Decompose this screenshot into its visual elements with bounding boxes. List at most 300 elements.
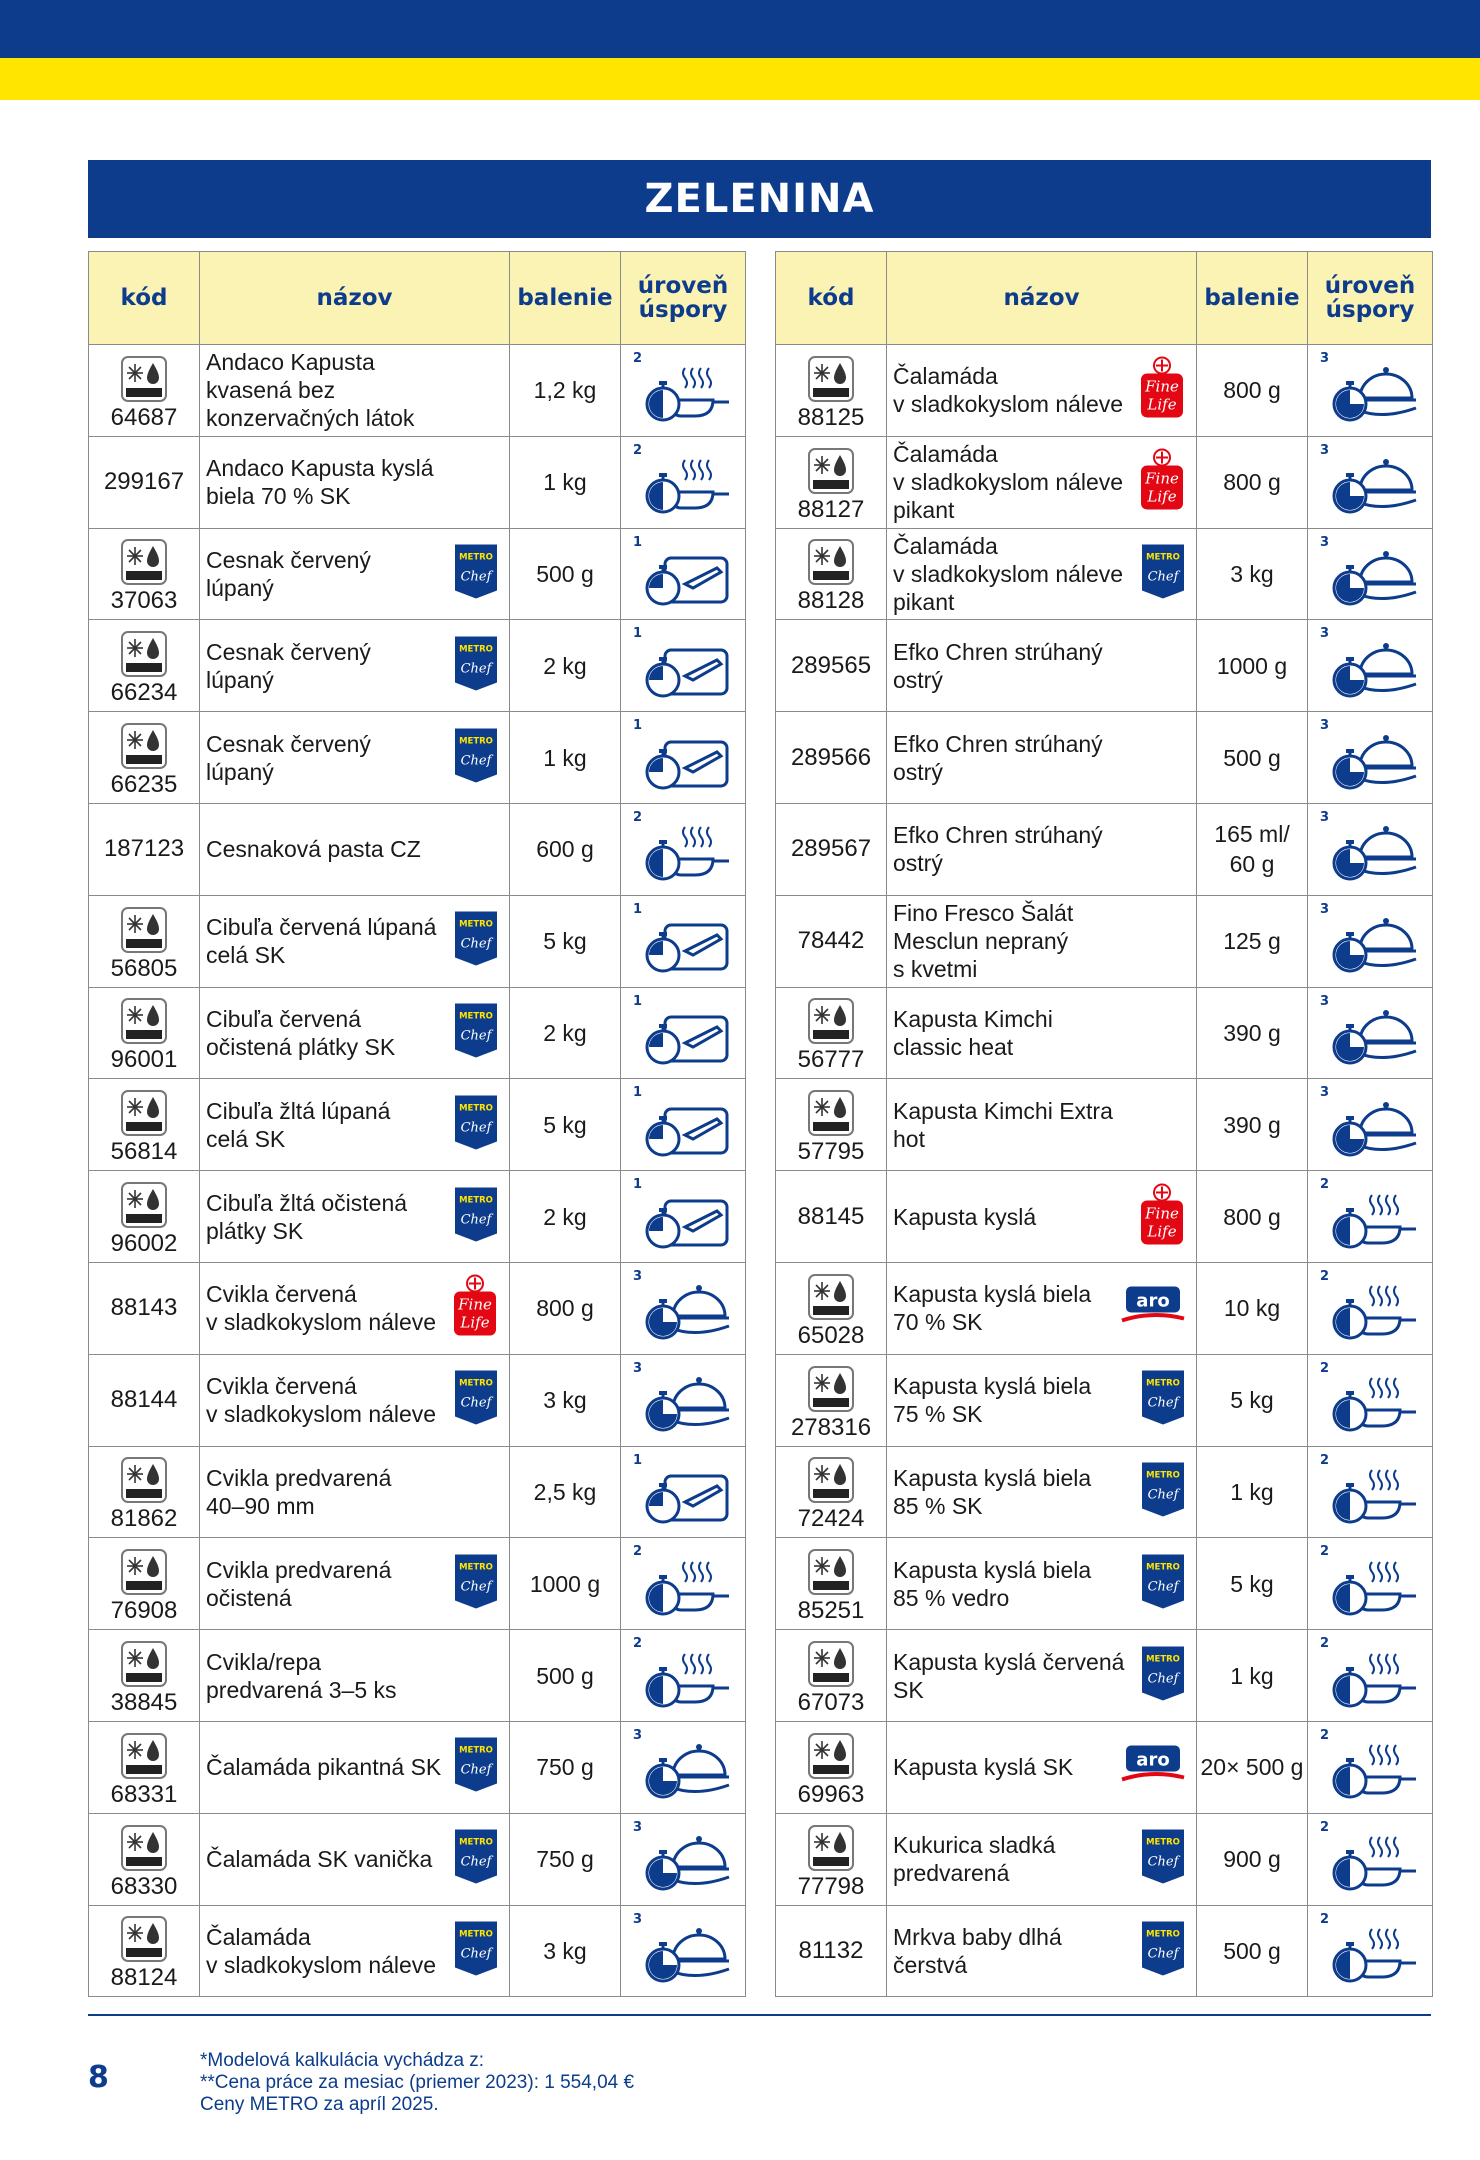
code-cell bbox=[89, 1813, 200, 1905]
name-cell bbox=[887, 1079, 1197, 1171]
metro-chef-logo bbox=[1140, 1369, 1186, 1432]
product-name: Čalamáda v sladkokyslom náleve bbox=[893, 363, 1124, 418]
chilled-icon bbox=[121, 998, 167, 1044]
product-pack: 2 kg bbox=[510, 1171, 621, 1263]
product-pack: 3 kg bbox=[1197, 528, 1308, 620]
aro-logo bbox=[1120, 1744, 1186, 1791]
product-code: 37063 bbox=[110, 587, 178, 615]
svg-text:Life: Life bbox=[1147, 487, 1177, 506]
savings-level-number: 3 bbox=[1320, 351, 1330, 366]
column-header-code: kód bbox=[776, 252, 887, 345]
savings-level-3-icon bbox=[1308, 345, 1432, 436]
table-row bbox=[89, 1813, 746, 1905]
savings-level-number: 2 bbox=[633, 351, 643, 366]
savings-level-3-icon bbox=[1308, 620, 1432, 711]
product-name: Cibuľa žltá očistená plátky SK bbox=[206, 1189, 408, 1244]
metro-chef-logo bbox=[1140, 1919, 1186, 1982]
product-code: 299167 bbox=[103, 468, 185, 496]
savings-level-number: 1 bbox=[633, 993, 643, 1009]
metro-chef-logo bbox=[453, 1552, 499, 1615]
chilled-icon bbox=[808, 1825, 854, 1871]
code-wrapper bbox=[89, 1447, 199, 1538]
name-cell bbox=[200, 1538, 510, 1630]
product-pack: 2 kg bbox=[510, 987, 621, 1079]
metro-chef-logo bbox=[1140, 1644, 1186, 1707]
svg-text:METRO: METRO bbox=[459, 644, 493, 655]
name-cell bbox=[200, 345, 510, 437]
product-name: Čalamáda v sladkokyslom náleve pikant bbox=[893, 441, 1124, 524]
code-wrapper bbox=[776, 1079, 886, 1170]
product-code: 77798 bbox=[797, 1872, 865, 1900]
product-name: Kapusta kyslá biela 85 % vedro bbox=[893, 1556, 1092, 1611]
name-cell bbox=[200, 1905, 510, 1997]
product-pack: 2,5 kg bbox=[510, 1446, 621, 1538]
name-wrapper bbox=[200, 529, 509, 620]
savings-level-3-icon bbox=[1308, 712, 1432, 803]
footer-note: *Modelová kalkulácia vychádza z: bbox=[200, 2050, 485, 2071]
product-code: 56805 bbox=[110, 954, 178, 982]
level-cell bbox=[1308, 1630, 1433, 1722]
product-pack: 5 kg bbox=[510, 895, 621, 987]
code-cell bbox=[776, 1079, 887, 1171]
fine-life-logo bbox=[1138, 1182, 1186, 1251]
savings-level-1-icon bbox=[621, 620, 745, 711]
product-pack: 165 ml/ 60 g bbox=[1197, 803, 1308, 895]
name-cell bbox=[887, 1262, 1197, 1354]
product-pack: 1 kg bbox=[1197, 1630, 1308, 1722]
name-cell bbox=[887, 1171, 1197, 1263]
code-wrapper bbox=[89, 1906, 199, 1997]
savings-level-2-icon bbox=[1308, 1814, 1432, 1905]
name-wrapper bbox=[200, 345, 509, 436]
product-name: Cibuľa červená očistená plátky SK bbox=[206, 1005, 396, 1060]
name-cell bbox=[887, 1630, 1197, 1722]
savings-level-2-icon bbox=[621, 437, 745, 528]
table-row bbox=[776, 1630, 1433, 1722]
svg-text:aro: aro bbox=[1136, 1290, 1170, 1312]
code-wrapper bbox=[776, 1355, 886, 1446]
product-code: 88125 bbox=[797, 403, 865, 431]
level-cell bbox=[621, 895, 746, 987]
savings-level-3-icon bbox=[621, 1355, 745, 1446]
svg-text:METRO: METRO bbox=[459, 1929, 493, 1940]
metro-chef-logo bbox=[453, 726, 499, 789]
product-pack: 1,2 kg bbox=[510, 345, 621, 437]
product-pack: 500 g bbox=[510, 528, 621, 620]
product-code: 187123 bbox=[103, 835, 185, 863]
product-name: Cvikla predvarená očistená bbox=[206, 1556, 392, 1611]
svg-text:Chef: Chef bbox=[1147, 1395, 1179, 1411]
name-cell bbox=[887, 1538, 1197, 1630]
savings-level-2-icon bbox=[621, 345, 745, 436]
product-name: Kapusta Kimchi Extra hot bbox=[893, 1097, 1113, 1152]
level-cell bbox=[1308, 1354, 1433, 1446]
level-cell bbox=[1308, 712, 1433, 804]
svg-text:Life: Life bbox=[460, 1313, 490, 1332]
chilled-icon bbox=[121, 356, 167, 402]
table-row bbox=[776, 620, 1433, 712]
product-pack: 1000 g bbox=[510, 1538, 621, 1630]
code-cell bbox=[776, 345, 887, 437]
savings-level-number: 2 bbox=[633, 1636, 643, 1652]
code-wrapper bbox=[776, 1814, 886, 1905]
savings-level-2-icon bbox=[1308, 1630, 1432, 1721]
level-cell bbox=[1308, 1079, 1433, 1171]
product-code: 66235 bbox=[110, 770, 178, 798]
product-pack: 750 g bbox=[510, 1813, 621, 1905]
table-row bbox=[776, 987, 1433, 1079]
code-wrapper bbox=[89, 1722, 199, 1813]
name-wrapper bbox=[887, 1171, 1196, 1262]
product-code: 88124 bbox=[110, 1964, 178, 1992]
product-name: Kapusta Kimchi classic heat bbox=[893, 1005, 1053, 1060]
name-cell bbox=[887, 987, 1197, 1079]
svg-text:METRO: METRO bbox=[1146, 552, 1180, 563]
savings-level-number: 3 bbox=[1320, 993, 1330, 1009]
savings-level-3-icon bbox=[1308, 1079, 1432, 1170]
product-pack: 5 kg bbox=[1197, 1354, 1308, 1446]
svg-text:Chef: Chef bbox=[460, 1395, 492, 1411]
code-wrapper bbox=[89, 437, 199, 528]
code-wrapper bbox=[89, 804, 199, 895]
product-code: 76908 bbox=[110, 1597, 178, 1625]
svg-text:Fine: Fine bbox=[1145, 469, 1179, 488]
product-name: Kapusta kyslá biela 75 % SK bbox=[893, 1373, 1092, 1428]
code-cell bbox=[776, 1721, 887, 1813]
savings-level-number: 3 bbox=[633, 1911, 643, 1927]
code-wrapper bbox=[89, 1814, 199, 1905]
product-code: 96002 bbox=[110, 1229, 178, 1257]
chilled-icon bbox=[808, 1733, 854, 1779]
code-wrapper bbox=[776, 1722, 886, 1813]
table-row bbox=[776, 895, 1433, 987]
code-cell bbox=[89, 620, 200, 712]
savings-level-3-icon bbox=[1308, 437, 1432, 528]
product-code: 68330 bbox=[110, 1872, 178, 1900]
svg-text:Fine: Fine bbox=[1145, 377, 1179, 396]
column-header-name: názov bbox=[200, 252, 510, 345]
chilled-icon bbox=[121, 1182, 167, 1228]
savings-level-number: 2 bbox=[1320, 1911, 1330, 1927]
code-wrapper bbox=[776, 1447, 886, 1538]
svg-text:Chef: Chef bbox=[460, 569, 492, 585]
product-code: 81862 bbox=[110, 1505, 178, 1533]
code-wrapper bbox=[776, 1630, 886, 1721]
savings-level-2-icon bbox=[1308, 1447, 1432, 1538]
chilled-icon bbox=[808, 1457, 854, 1503]
product-code: 56777 bbox=[797, 1046, 865, 1074]
savings-level-number: 3 bbox=[1320, 1085, 1330, 1101]
savings-level-number: 3 bbox=[633, 1268, 643, 1284]
table-row bbox=[776, 712, 1433, 804]
product-name: Efko Chren strúhaný ostrý bbox=[893, 638, 1103, 693]
code-wrapper bbox=[89, 896, 199, 987]
table-row bbox=[776, 1354, 1433, 1446]
chilled-icon bbox=[121, 1733, 167, 1779]
column-header-pack: balenie bbox=[1197, 252, 1308, 345]
svg-text:Chef: Chef bbox=[460, 1762, 492, 1778]
savings-level-number: 2 bbox=[1320, 1452, 1330, 1468]
fine-life-logo bbox=[1138, 448, 1186, 517]
svg-text:METRO: METRO bbox=[459, 552, 493, 563]
level-cell bbox=[621, 1079, 746, 1171]
savings-level-3-icon bbox=[621, 1722, 745, 1813]
name-wrapper bbox=[887, 1263, 1196, 1354]
page-number: 8 bbox=[88, 2060, 109, 2095]
level-cell bbox=[621, 345, 746, 437]
svg-text:METRO: METRO bbox=[1146, 1470, 1180, 1481]
code-wrapper bbox=[776, 804, 886, 895]
product-code: 64687 bbox=[110, 403, 178, 431]
code-cell bbox=[89, 1079, 200, 1171]
level-cell bbox=[1308, 1721, 1433, 1813]
metro-chef-logo bbox=[1140, 1552, 1186, 1615]
level-cell bbox=[621, 1354, 746, 1446]
table-row bbox=[776, 1721, 1433, 1813]
code-cell bbox=[89, 1354, 200, 1446]
chilled-icon bbox=[121, 723, 167, 769]
svg-text:METRO: METRO bbox=[459, 1011, 493, 1022]
product-name: Cesnak červený lúpaný bbox=[206, 638, 371, 693]
name-wrapper bbox=[200, 712, 509, 803]
product-pack: 1000 g bbox=[1197, 620, 1308, 712]
savings-level-number: 3 bbox=[1320, 901, 1330, 917]
product-pack: 5 kg bbox=[510, 1079, 621, 1171]
code-cell bbox=[89, 1171, 200, 1263]
code-cell bbox=[89, 1905, 200, 1997]
product-name: Kapusta kyslá SK bbox=[893, 1754, 1074, 1781]
savings-level-2-icon bbox=[1308, 1263, 1432, 1354]
level-cell bbox=[621, 1538, 746, 1630]
savings-level-number: 3 bbox=[1320, 718, 1330, 734]
code-wrapper bbox=[776, 1263, 886, 1354]
product-name: Cesnaková pasta CZ bbox=[206, 836, 421, 863]
level-cell bbox=[1308, 1538, 1433, 1630]
svg-text:Chef: Chef bbox=[460, 1212, 492, 1228]
name-wrapper bbox=[200, 1355, 509, 1446]
svg-text:Chef: Chef bbox=[460, 936, 492, 952]
name-cell bbox=[200, 1721, 510, 1813]
product-code: 289566 bbox=[790, 743, 872, 771]
code-cell bbox=[776, 895, 887, 987]
level-cell bbox=[1308, 987, 1433, 1079]
top-blue-band bbox=[0, 0, 1480, 58]
code-cell bbox=[776, 1538, 887, 1630]
product-code: 85251 bbox=[797, 1597, 865, 1625]
product-pack: 500 g bbox=[1197, 712, 1308, 804]
savings-level-3-icon bbox=[1308, 804, 1432, 895]
savings-level-number: 2 bbox=[633, 809, 643, 825]
product-table-right bbox=[775, 251, 1433, 1997]
name-wrapper bbox=[887, 345, 1196, 436]
svg-text:METRO: METRO bbox=[459, 1378, 493, 1389]
name-wrapper bbox=[887, 1538, 1196, 1629]
chilled-icon bbox=[121, 907, 167, 953]
code-cell bbox=[89, 1630, 200, 1722]
svg-text:METRO: METRO bbox=[1146, 1562, 1180, 1573]
svg-text:Chef: Chef bbox=[1147, 1946, 1179, 1962]
metro-chef-logo bbox=[1140, 1460, 1186, 1523]
level-cell bbox=[621, 1262, 746, 1354]
name-wrapper bbox=[200, 1263, 509, 1354]
name-cell bbox=[887, 803, 1197, 895]
product-code: 57795 bbox=[797, 1138, 865, 1166]
table-row bbox=[89, 1905, 746, 1997]
footer-notes bbox=[200, 2050, 634, 2116]
product-name: Čalamáda SK vanička bbox=[206, 1846, 433, 1873]
table-row bbox=[776, 1813, 1433, 1905]
savings-level-number: 2 bbox=[1320, 1360, 1330, 1376]
product-code: 78442 bbox=[797, 927, 865, 955]
product-pack: 10 kg bbox=[1197, 1262, 1308, 1354]
savings-level-number: 1 bbox=[633, 1177, 643, 1193]
product-name: Cesnak červený lúpaný bbox=[206, 546, 371, 601]
product-pack: 800 g bbox=[1197, 1171, 1308, 1263]
name-wrapper bbox=[887, 1630, 1196, 1721]
product-code: 66234 bbox=[110, 679, 178, 707]
aro-logo bbox=[1120, 1285, 1186, 1332]
code-wrapper bbox=[776, 1171, 886, 1262]
savings-level-number: 3 bbox=[633, 1819, 643, 1835]
table-row bbox=[89, 1721, 746, 1813]
code-cell bbox=[776, 1446, 887, 1538]
level-cell bbox=[1308, 895, 1433, 987]
savings-level-number: 1 bbox=[633, 626, 643, 642]
svg-text:METRO: METRO bbox=[1146, 1929, 1180, 1940]
footer-note: Ceny METRO za apríl 2025. bbox=[200, 2094, 439, 2115]
table-row bbox=[776, 1171, 1433, 1263]
name-wrapper bbox=[200, 988, 509, 1079]
name-cell bbox=[200, 1630, 510, 1722]
table-row bbox=[89, 1354, 746, 1446]
savings-level-1-icon bbox=[621, 1171, 745, 1262]
table-row bbox=[89, 1630, 746, 1722]
code-cell bbox=[89, 1721, 200, 1813]
name-cell bbox=[200, 1354, 510, 1446]
product-pack: 390 g bbox=[1197, 1079, 1308, 1171]
product-name: Čalamáda v sladkokyslom náleve pikant bbox=[893, 532, 1124, 615]
name-wrapper bbox=[887, 1814, 1196, 1905]
level-cell bbox=[621, 712, 746, 804]
name-wrapper bbox=[887, 1355, 1196, 1446]
code-cell bbox=[776, 1813, 887, 1905]
savings-level-number: 3 bbox=[1320, 442, 1330, 458]
svg-text:METRO: METRO bbox=[459, 1837, 493, 1848]
product-pack: 500 g bbox=[510, 1630, 621, 1722]
level-cell bbox=[621, 1446, 746, 1538]
name-wrapper bbox=[200, 1722, 509, 1813]
code-wrapper bbox=[89, 1263, 199, 1354]
savings-level-1-icon bbox=[621, 712, 745, 803]
column-header-level: úroveň úspory bbox=[1308, 252, 1433, 345]
name-cell bbox=[887, 345, 1197, 437]
product-name: Efko Chren strúhaný ostrý bbox=[893, 822, 1103, 877]
code-cell bbox=[89, 528, 200, 620]
savings-level-number: 2 bbox=[1320, 1177, 1330, 1193]
code-cell bbox=[89, 712, 200, 804]
table-row bbox=[776, 803, 1433, 895]
savings-level-3-icon bbox=[1308, 896, 1432, 987]
code-wrapper bbox=[89, 529, 199, 620]
product-name: Andaco Kapusta kvasená bez konzervačných látok bbox=[206, 349, 415, 432]
level-cell bbox=[1308, 1813, 1433, 1905]
name-cell bbox=[887, 436, 1197, 528]
code-cell bbox=[89, 436, 200, 528]
savings-level-1-icon bbox=[621, 988, 745, 1079]
savings-level-number: 2 bbox=[1320, 1727, 1330, 1743]
name-cell bbox=[200, 1171, 510, 1263]
table-row bbox=[776, 436, 1433, 528]
name-cell bbox=[200, 436, 510, 528]
product-name: Andaco Kapusta kyslá biela 70 % SK bbox=[206, 455, 434, 510]
svg-text:METRO: METRO bbox=[1146, 1837, 1180, 1848]
savings-level-2-icon bbox=[1308, 1538, 1432, 1629]
product-pack: 3 kg bbox=[510, 1905, 621, 1997]
product-code: 72424 bbox=[797, 1505, 865, 1533]
product-code: 96001 bbox=[110, 1046, 178, 1074]
product-code: 65028 bbox=[797, 1321, 865, 1349]
product-pack: 900 g bbox=[1197, 1813, 1308, 1905]
product-pack: 3 kg bbox=[510, 1354, 621, 1446]
code-cell bbox=[776, 436, 887, 528]
chilled-icon bbox=[808, 1549, 854, 1595]
svg-text:METRO: METRO bbox=[459, 1103, 493, 1114]
name-cell bbox=[887, 620, 1197, 712]
name-wrapper bbox=[887, 620, 1196, 711]
code-wrapper bbox=[89, 1079, 199, 1170]
svg-text:METRO: METRO bbox=[459, 1745, 493, 1756]
svg-text:METRO: METRO bbox=[1146, 1378, 1180, 1389]
metro-chef-logo bbox=[1140, 1828, 1186, 1891]
name-cell bbox=[200, 895, 510, 987]
savings-level-number: 1 bbox=[633, 901, 643, 917]
code-wrapper bbox=[776, 896, 886, 987]
svg-text:Chef: Chef bbox=[460, 1854, 492, 1870]
metro-chef-logo bbox=[1140, 542, 1186, 605]
code-cell bbox=[89, 345, 200, 437]
savings-level-number: 3 bbox=[1320, 809, 1330, 825]
product-name: Efko Chren strúhaný ostrý bbox=[893, 730, 1103, 785]
svg-text:Chef: Chef bbox=[1147, 569, 1179, 585]
top-yellow-band bbox=[0, 58, 1480, 100]
metro-chef-logo bbox=[453, 1369, 499, 1432]
svg-text:Fine: Fine bbox=[458, 1295, 492, 1314]
product-name: Čalamáda pikantná SK bbox=[206, 1754, 442, 1781]
name-cell bbox=[887, 1721, 1197, 1813]
name-cell bbox=[887, 895, 1197, 987]
product-name: Cvikla predvarená 40–90 mm bbox=[206, 1464, 392, 1519]
name-wrapper bbox=[200, 1814, 509, 1905]
name-wrapper bbox=[887, 1722, 1196, 1813]
svg-text:Life: Life bbox=[1147, 1222, 1177, 1241]
product-name: Kapusta kyslá bbox=[893, 1203, 1037, 1230]
name-wrapper bbox=[887, 896, 1196, 987]
svg-text:Chef: Chef bbox=[1147, 1671, 1179, 1687]
level-cell bbox=[1308, 436, 1433, 528]
metro-chef-logo bbox=[453, 1001, 499, 1064]
fine-life-logo bbox=[451, 1274, 499, 1343]
product-code: 38845 bbox=[110, 1688, 178, 1716]
code-cell bbox=[776, 1171, 887, 1263]
code-cell bbox=[776, 803, 887, 895]
product-code: 278316 bbox=[790, 1413, 872, 1441]
svg-text:Chef: Chef bbox=[1147, 1487, 1179, 1503]
savings-level-number: 1 bbox=[633, 534, 643, 550]
table-header-row bbox=[776, 252, 1433, 345]
table-row bbox=[89, 345, 746, 437]
section-title: ZELENINA bbox=[88, 160, 1431, 238]
product-pack: 800 g bbox=[1197, 436, 1308, 528]
